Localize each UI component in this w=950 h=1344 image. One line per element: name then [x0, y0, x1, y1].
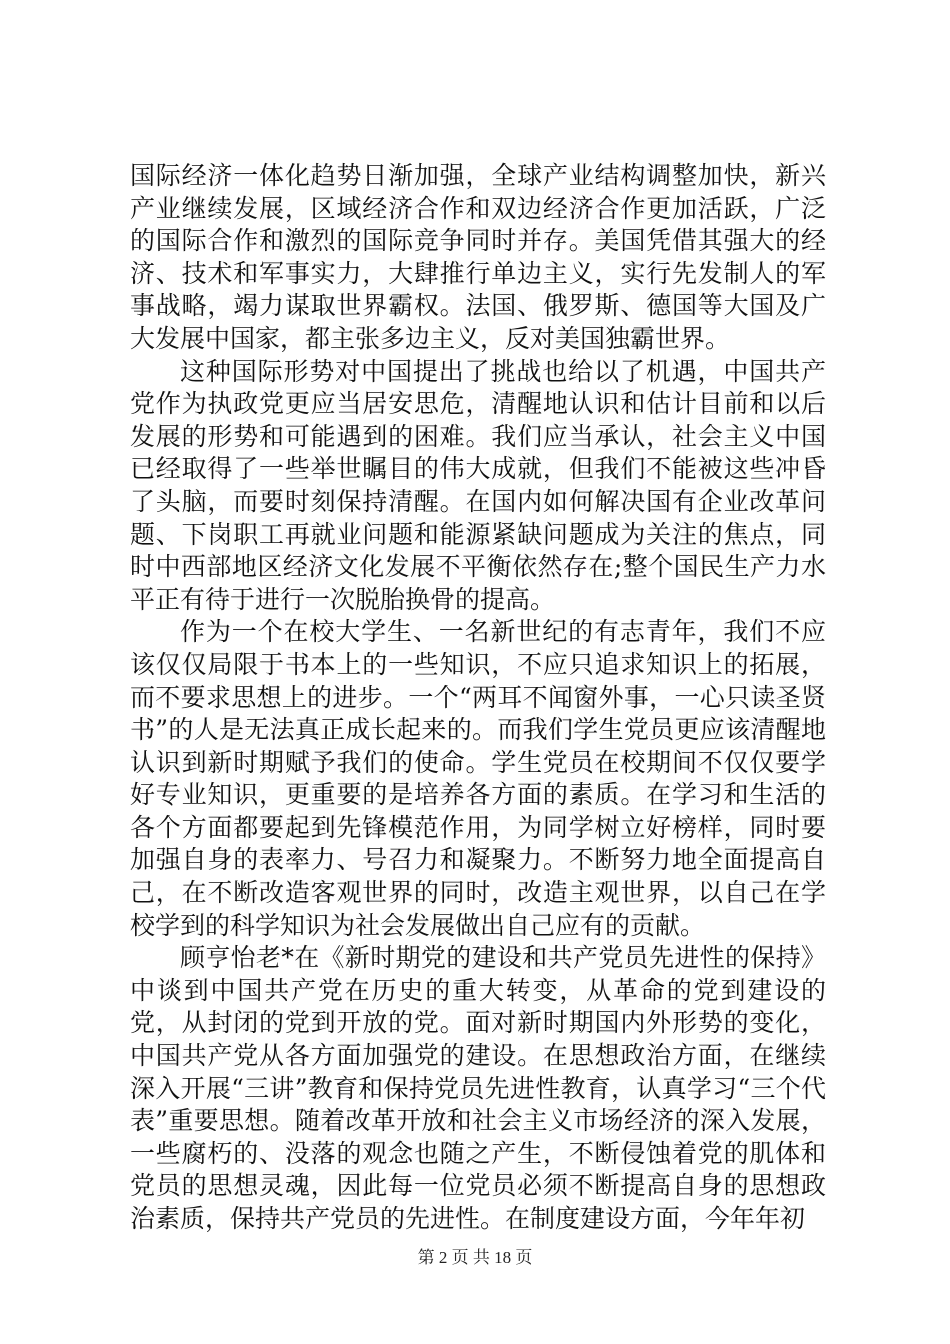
- paragraph-2: 这种国际形势对中国提出了挑战也给以了机遇，中国共产党作为执政党更应当居安思危，清醒地认识和估计目前和以后发展的形势和可能遇到的困难。我们应当承认，社会主义中国已经取得了一些举世瞩目的伟大成就，但我们不能被这些冲昏了头脑，而要时刻保持清醒。在国内如何解决国有企业改革问题、下岗职工再就业问题和能源紧缺问题成为关注的焦点，同时中西部地区经济文化发展不平衡依然存在;整个国民生产力水平正有待于进行一次脱胎换骨的提高。: [130, 356, 826, 614]
- page-number-footer: 第 2 页 共 18 页: [417, 1248, 533, 1267]
- paragraph-4: 顾亨怡老*在《新时期党的建设和共产党员先进性的保持》中谈到中国共产党在历史的重大转变，从革命的党到建设的党，从封闭的党到开放的党。面对新时期国内外形势的变化，中国共产党从各方面加强党的建设。在思想政治方面，在继续深入开展“三讲”教育和保持党员先进性教育，认真学习“三个代表”重要思想。随着改革开放和社会主义市场经济的深入发展，一些腐朽的、没落的观念也随之产生，不断侵蚀着党的肌体和党员的思想灵魂，因此每一位党员必须不断提高自身的思想政治素质，保持共产党员的先进性。在制度建设方面，今年年初: [130, 943, 826, 1233]
- paragraph-3: 作为一个在校大学生、一名新世纪的有志青年，我们不应该仅仅局限于书本上的一些知识，不应只追求知识上的拓展，而不要求思想上的进步。一个“两耳不闻窗外事，一心只读圣贤书”的人是无法真正成长起来的。而我们学生党员更应该清醒地认识到新时期赋予我们的使命。学生党员在校期间不仅仅要学好专业知识，更重要的是培养各方面的素质。在学习和生活的各个方面都要起到先锋模范作用，为同学树立好榜样，同时要加强自身的表率力、号召力和凝聚力。不断努力地全面提高自己，在不断改造客观世界的同时，改造主观世界，以自己在学校学到的科学知识为社会发展做出自己应有的贡献。: [130, 617, 826, 940]
- paragraph-1: 国际经济一体化趋势日渐加强，全球产业结构调整加快，新兴产业继续发展，区域经济合作和双边经济合作更加活跃，广泛的国际合作和激烈的国际竞争同时并存。美国凭借其强大的经济、技术和军事实力，大肆推行单边主义，实行先发制人的军事战略，竭力谋取世界霸权。法国、俄罗斯、德国等大国及广大发展中国家，都主张多边主义，反对美国独霸世界。: [130, 161, 826, 353]
- document-body: [130, 160, 826, 1236]
